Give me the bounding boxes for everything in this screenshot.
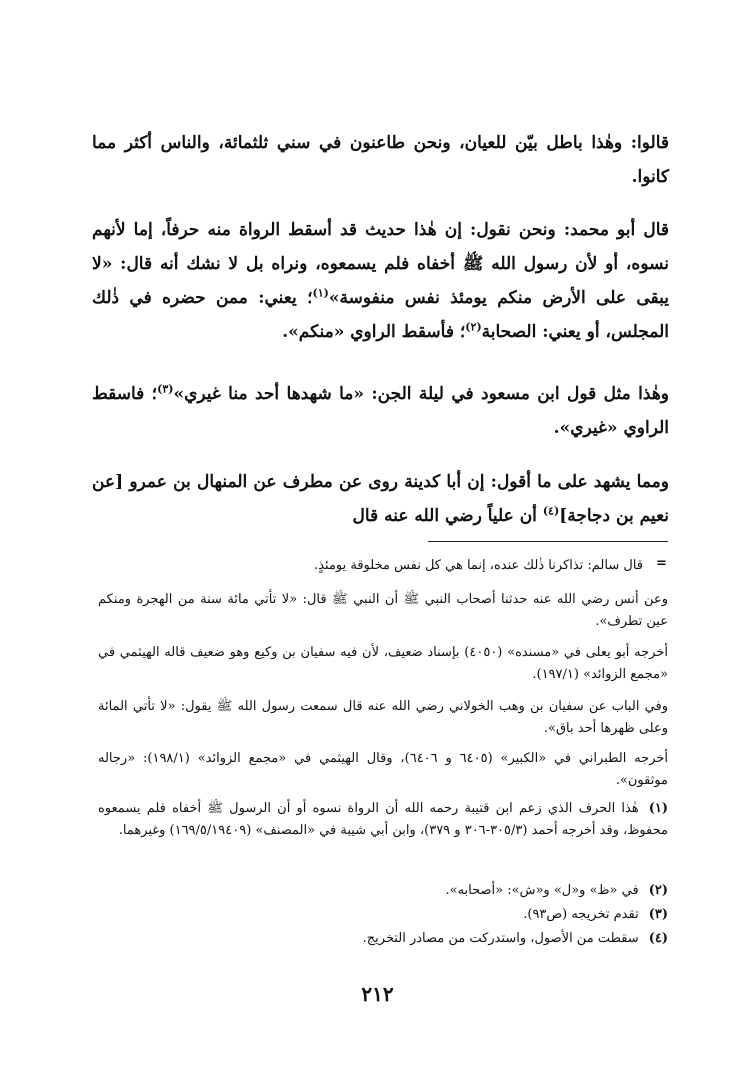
footnote-1 [98, 798, 668, 842]
footnote-4-number: (٤) [648, 931, 668, 946]
footnote-1-text: هٰذا الحرف الذي زعم ابن قتيبة رحمه الله أن الرواة نسوه أو أن الرسول ﷺ أخفاه فلم يسمعوه محفوظ، وقد أخرجه أحمد (٣٠٥/٣-٣٠٦ و ٣٧٩)، وابن أبي شيبة في «المصنف» (١٦٩/٥/١٩٤٠٩) وغيرهما. [98, 801, 668, 838]
page-number: ٢١٢ [361, 982, 394, 1006]
paragraph-3 [92, 377, 669, 445]
footnote-3 [98, 904, 668, 926]
paragraph-1-text: قالوا: وهٰذا باطل بيّن للعيان، ونحن طاعنون في سني ثلثمائة، والناس أكثر مما كانوا. [92, 133, 669, 187]
footnote-ref-3[interactable]: (٣) [157, 382, 174, 396]
footnote-1-number: (١) [648, 801, 668, 816]
paragraph-2-text-a: قال أبو محمد: ونحن نقول: إن هٰذا حديث قد أسقط الرواة منه حرفاً، إما لأنهم نسوه، أو لأن رسول الله ﷺ أخفاه فلم يسمعوه، ونراه بل لا نشك أنه قال: «لا يبقى على الأرض منكم يومئذ نفس منفوسة» [92, 220, 669, 308]
footnote-cont-e [98, 748, 668, 792]
footnote-cont-d-text: وفي الباب عن سفيان بن وهب الخولاني رضي الله عنه قال سمعت رسول الله ﷺ يقول: «لا تأتي المائة وعلى ظهرها أحد باق». [98, 699, 668, 736]
paragraph-2 [92, 213, 669, 349]
paragraph-4-text-a: ومما يشهد على ما أقول: إن أبا كدينة روى عن مطرف عن المنهال بن عمرو [عن نعيم بن دجاجة] [92, 472, 669, 526]
paragraph-2-text-c: ؛ فأسقط الراوي «منكم». [282, 322, 466, 342]
footnote-cont-a [98, 555, 643, 577]
footnote-ref-4[interactable]: (٤) [542, 504, 560, 518]
footnote-cont-e-text: أخرجه الطبراني في «الكبير» (٦٤٠٥ و ٦٤٠٦)، وقال الهيثمي في «مجمع الزوائد» (١٩٨/١): «رجاله موثقون». [98, 751, 669, 788]
footnote-2 [98, 880, 668, 902]
footnote-cont-b-text: وعن أنس رضي الله عنه حدثنا أصحاب النبي ﷺ أن النبي ﷺ قال: «لا تأتي مائة سنة من الهجرة ومنكم عين تطرف». [98, 592, 668, 629]
footnote-cont-a-text: قال سالم: تذاكرنا ذٰلك عنده، إنما هي كل نفس مخلوقة يومئذٍ. [314, 558, 643, 573]
footnote-separator [428, 541, 668, 542]
paragraph-1 [92, 126, 669, 194]
paragraph-4-text-b: أن علياً رضي الله عنه قال [352, 506, 543, 526]
footnote-3-text: تقدم تخريجه (ص٩٣). [523, 907, 639, 922]
footnote-2-number: (٢) [648, 883, 668, 898]
footnote-cont-c [98, 642, 668, 686]
footnote-ref-1[interactable]: (١) [312, 286, 329, 300]
footnote-cont-c-text: أخرجه أبو يعلى في «مسنده» (٤٠٥٠) بإسناد ضعيف، لأن فيه سفيان بن وكيع وهو ضعيف قاله الهيثمي في «مجمع الزوائد» (١٩٧/١). [98, 645, 668, 682]
paragraph-4 [92, 465, 669, 533]
footnote-4 [98, 928, 668, 950]
footnote-continuation-mark: = [656, 556, 667, 571]
footnote-4-text: سقطت من الأصول، واستدركت من مصادر التخريج. [362, 931, 639, 946]
paragraph-3-text-b: ؛ فاسقط الراوي «غيري». [92, 384, 669, 438]
footnote-2-text: في «ظ» و«ل» و«ش»: «أصحابه». [445, 883, 639, 898]
footnote-cont-d [98, 696, 668, 740]
footnote-cont-b [98, 589, 668, 633]
paragraph-2-text-b: ؛ يعني: ممن حضره في ذٰلك المجلس، أو يعني: الصحابة [92, 288, 669, 342]
footnote-ref-2[interactable]: (٢) [465, 320, 482, 334]
paragraph-3-text-a: وهٰذا مثل قول ابن مسعود في ليلة الجن: «ما شهدها أحد منا غيري» [173, 384, 669, 404]
footnote-3-number: (٣) [648, 907, 668, 922]
